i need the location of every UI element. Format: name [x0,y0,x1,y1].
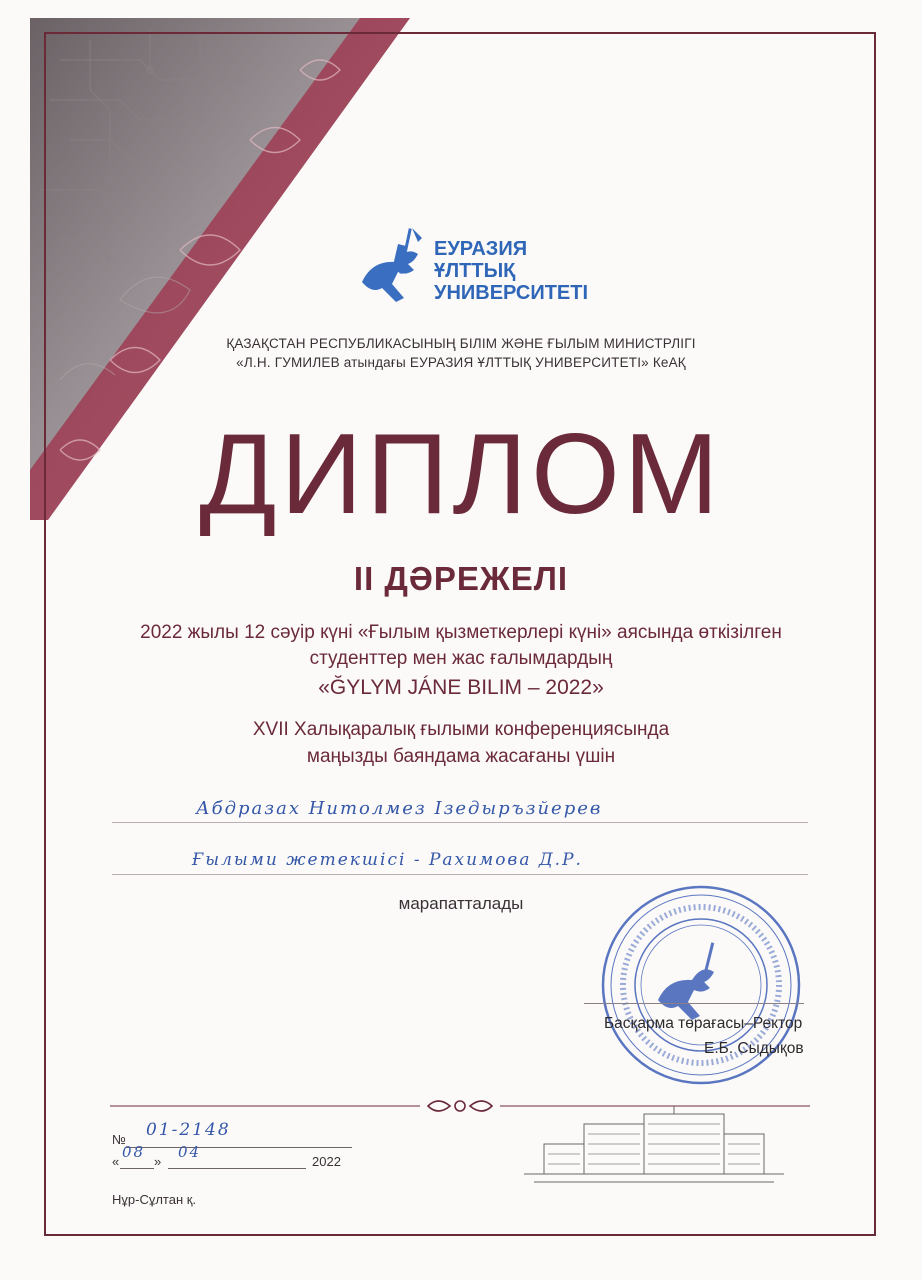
recipient-underline [112,822,808,823]
conference-name: «ĞYLYM JÁNE BILIM – 2022» [318,676,604,699]
recipient-name-handwritten: Абдразах Нитолмез Ізедыръзйерев [196,798,603,819]
event-description: 2022 жылы 12 сәуір күні «Ғылым қызметкерлері күні» аясында өткізілген [140,622,782,643]
logo-line-1: ЕУРАЗИЯ [434,238,528,260]
number-handwritten: 01-2148 [146,1120,231,1140]
date-month-handwritten: 04 [178,1143,202,1161]
document-title: ДИПЛОМ [199,411,723,538]
signatory-name: Е.Б. Сыдықов [704,1040,804,1057]
logo-line-3: УНИВЕРСИТЕТІ [434,282,589,304]
supervisor-handwritten: Ғылыми жетекшісі - Рахимова Д.Р. [192,850,583,870]
city-name: Нұр-Сұлтан қ. [112,1192,197,1207]
date-quote-close: » [154,1154,162,1169]
university-building-icon [524,1104,784,1194]
date-day-handwritten: 08 [122,1143,146,1161]
registration-number [112,1120,352,1150]
issue-date [112,1143,352,1172]
official-seal-icon [596,880,806,1090]
number-label: № [112,1132,126,1147]
supervisor-underline [112,874,808,875]
date-quote-open: « [112,1154,120,1169]
degree-level: II ДӘРЕЖЕЛІ [353,560,569,597]
signatory-role: Басқарма төрағасы–Ректор [604,1015,803,1032]
number-underline [126,1147,352,1148]
award-reason: маңызды баяндама жасағаны үшін [306,746,616,767]
ministry-name: ҚАЗАҚСТАН РЕСПУБЛИКАСЫНЫҢ БІЛІМ ЖӘНЕ ҒЫЛЫМ МИНИСТРЛІГІ [226,336,696,351]
university-name: «Л.Н. ГУМИЛЕВ атындағы ЕУРАЗИЯ ҰЛТТЫҚ УНИВЕРСИТЕТІ» КеАҚ [236,355,686,370]
month-underline [168,1168,306,1169]
signature-line [584,1003,804,1004]
awarded-text: марапатталады [398,894,524,913]
logo-line-2: ҰЛТТЫҚ [434,260,516,282]
conference-type: XVII Халықаралық ғылыми конференциясында [252,719,670,740]
day-underline [120,1168,154,1169]
participants-line: студенттер мен жас ғалымдардың [309,648,613,669]
university-logo-text [434,238,588,304]
date-year: 2022 [312,1154,341,1169]
